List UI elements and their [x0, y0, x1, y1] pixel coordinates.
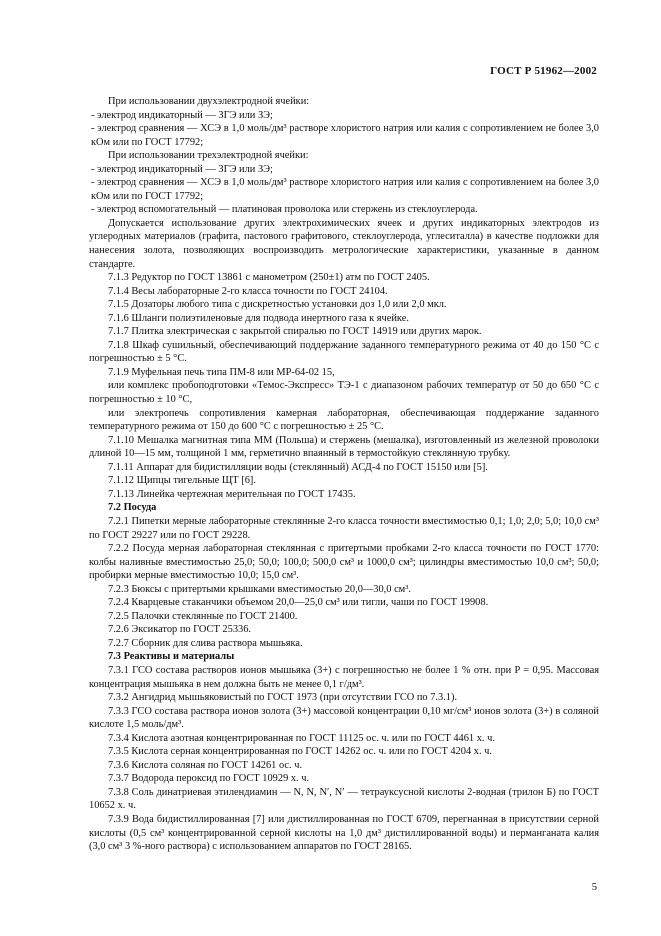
paragraph: 7.3.5 Кислота серная концентрированная по ГОСТ 14262 ос. ч. или по ГОСТ 4204 х. ч. — [108, 746, 492, 758]
paragraph: При использовании двухэлектродной ячейки: — [108, 96, 310, 107]
paragraph: 7.3.3 ГСО состава раствора ионов золота (3+) массовой концентрации 0,10 мг/см³ ионов золота (3+) в соляной кислоте 1,5 моль/дм³. — [89, 705, 599, 731]
paragraph: Допускается использование других электрохимических ячеек и других индикаторных электродов из углеродных материалов (графита, пастового графитового, стеклоуглерода, углеситалла) в качестве подложки для нанесения золота, позволяющих воспроизводить метрологические характеристики, указанные в данном стандарте. — [89, 217, 599, 270]
paragraph: - электрод индикаторный — ЗГЭ или ЗЭ; — [91, 109, 273, 121]
paragraph: 7.1.3 Редуктор по ГОСТ 13861 с манометром (250±1) атм по ГОСТ 2405. — [108, 272, 430, 284]
paragraph: 7.3.2 Ангидрид мышьяковистый по ГОСТ 1973 (при отсутствии ГСО по 7.3.1). — [108, 692, 458, 704]
paragraph: - электрод сравнения — ХСЭ в 1,0 моль/дм³ растворе хлористого натрия или калия с сопротивлением не более 3,0 кОм или по ГОСТ 17792; — [91, 123, 599, 148]
section-heading: 7.2 Посуда — [108, 502, 157, 514]
paragraph: 7.1.9 Муфельная печь типа ПМ-8 или МР-64-02 15, — [108, 366, 335, 378]
paragraph: 7.2.5 Палочки стеклянные по ГОСТ 21400. — [108, 610, 298, 622]
paragraph: 7.1.13 Линейка чертежная мерительная по ГОСТ 17435. — [108, 488, 356, 500]
paragraph: 7.1.12 Щипцы тигельные ЩТ [6]. — [108, 475, 256, 487]
paragraph: 7.2.1 Пипетки мерные лабораторные стеклянные 2-го класса точности вместимостью 0,1; 1,0; 2,0; 5,0; 10,0 см³ по ГОСТ 29227 или по ГОСТ 29228. — [89, 515, 599, 541]
paragraph: 7.2.7 Сборник для слива раствора мышьяка. — [108, 637, 303, 649]
paragraph: 7.1.4 Весы лабораторные 2-го класса точности по ГОСТ 24104. — [108, 285, 388, 297]
paragraph: При использовании трехэлектродной ячейки: — [108, 150, 309, 162]
paragraph: - электрод сравнения — ХСЭ в 1,0 моль/дм³ растворе хлористого натрия или калия с сопротивлением на более 3,0 кОм или по ГОСТ 17792; — [91, 177, 599, 202]
paragraph: 7.3.7 Водорода пероксид по ГОСТ 10929 х. ч. — [108, 773, 310, 785]
paragraph: - электрод вспомогательный — платиновая проволока или стержень из стеклоуглерода. — [91, 204, 478, 216]
paragraph: 7.2.6 Эксикатор по ГОСТ 25336. — [108, 624, 252, 636]
document-header: ГОСТ Р 51962—2002 — [490, 65, 597, 77]
document-body — [89, 95, 599, 854]
paragraph: 7.3.4 Кислота азотная концентрированная по ГОСТ 11125 ос. ч. или по ГОСТ 4461 х. ч. — [108, 732, 495, 744]
page-number: 5 — [591, 882, 597, 893]
paragraph: или электропечь сопротивления камерная лабораторная, обеспечивающая поддержание заданного температурного режима от 150 до 600 °С с погрешностью ± 25 °С. — [89, 407, 599, 433]
paragraph: 7.3.6 Кислота соляная по ГОСТ 14261 ос. ч. — [108, 759, 303, 771]
paragraph: - электрод индикаторный — ЗГЭ или ЗЭ; — [91, 163, 273, 175]
section-heading: 7.3 Реактивы и материалы — [108, 651, 235, 663]
paragraph: 7.1.6 Шланги полиэтиленовые для подвода инертного газа к ячейке. — [108, 312, 409, 324]
paragraph: 7.1.11 Аппарат для бидистилляции воды (стеклянный) АСД-4 по ГОСТ 15150 или [5]. — [108, 461, 488, 473]
paragraph: 7.1.7 Плитка электрическая с закрытой спиралью по ГОСТ 14919 или других марок. — [108, 326, 482, 338]
paragraph: 7.1.10 Мешалка магнитная типа ММ (Польша) и стержень (мешалка), изготовленный из железной проволоки длиной 10—15 мм, толщиной 1 мм, герметично впаянный в термостойкую стеклянную трубку. — [89, 434, 599, 460]
paragraph: 7.1.5 Дозаторы любого типа с дискретностью установки доз 1,0 или 2,0 мкл. — [108, 299, 447, 311]
paragraph: 7.1.8 Шкаф сушильный, обеспечивающий поддержание заданного температурного режима от 40 до 150 °С с погрешностью ± 5 °С. — [89, 339, 599, 365]
paragraph: 7.2.4 Кварцевые стаканчики объемом 20,0—25,0 см³ или тигли, чаши по ГОСТ 19908. — [108, 597, 489, 609]
paragraph: 7.2.2 Посуда мерная лабораторная стеклянная с притертыми пробками 2-го класса точности по ГОСТ 1770: колбы наливные вместимостью 25,0; 50,0; 100,0; 500,0 см³ и 1000,0 см³; цилиндры вместимостью 10,0 см³; 50,0; пробирки мерные вместимостью 10,0; 15,0 см³. — [89, 543, 599, 582]
paragraph: 7.3.9 Вода бидистиллированная [7] или дистиллированная по ГОСТ 6709, перегнанная в присутствии серной кислоты (0,5 см³ концентрированной серной кислоты на 1,0 дм³ дистиллированной воды) и перманганата калия (3,0 см³ 3 %-ного раствора) с использованием аппаратов по ГОСТ 28165. — [89, 813, 599, 853]
paragraph: 7.2.3 Бюксы с притертыми крышками вместимостью 20,0—30,0 см³. — [108, 583, 411, 595]
paragraph: или комплекс пробоподготовки «Темос-Экспресс» ТЭ-1 с диапазоном рабочих температур от 50 до 650 °С с погрешностью ± 10 °С, — [89, 380, 599, 406]
paragraph: 7.3.1 ГСО состава растворов ионов мышьяка (3+) с погрешностью не более 1 % отн. при P = 0,95. Массовая концентрация мышьяка в нем должна быть не менее 0,1 г/дм³. — [89, 664, 599, 690]
paragraph: 7.3.8 Соль динатриевая этилендиамин — N, N, N′, N′ — тетрауксусной кислоты 2-водная (трилон Б) по ГОСТ 10652 х. ч. — [89, 786, 599, 812]
